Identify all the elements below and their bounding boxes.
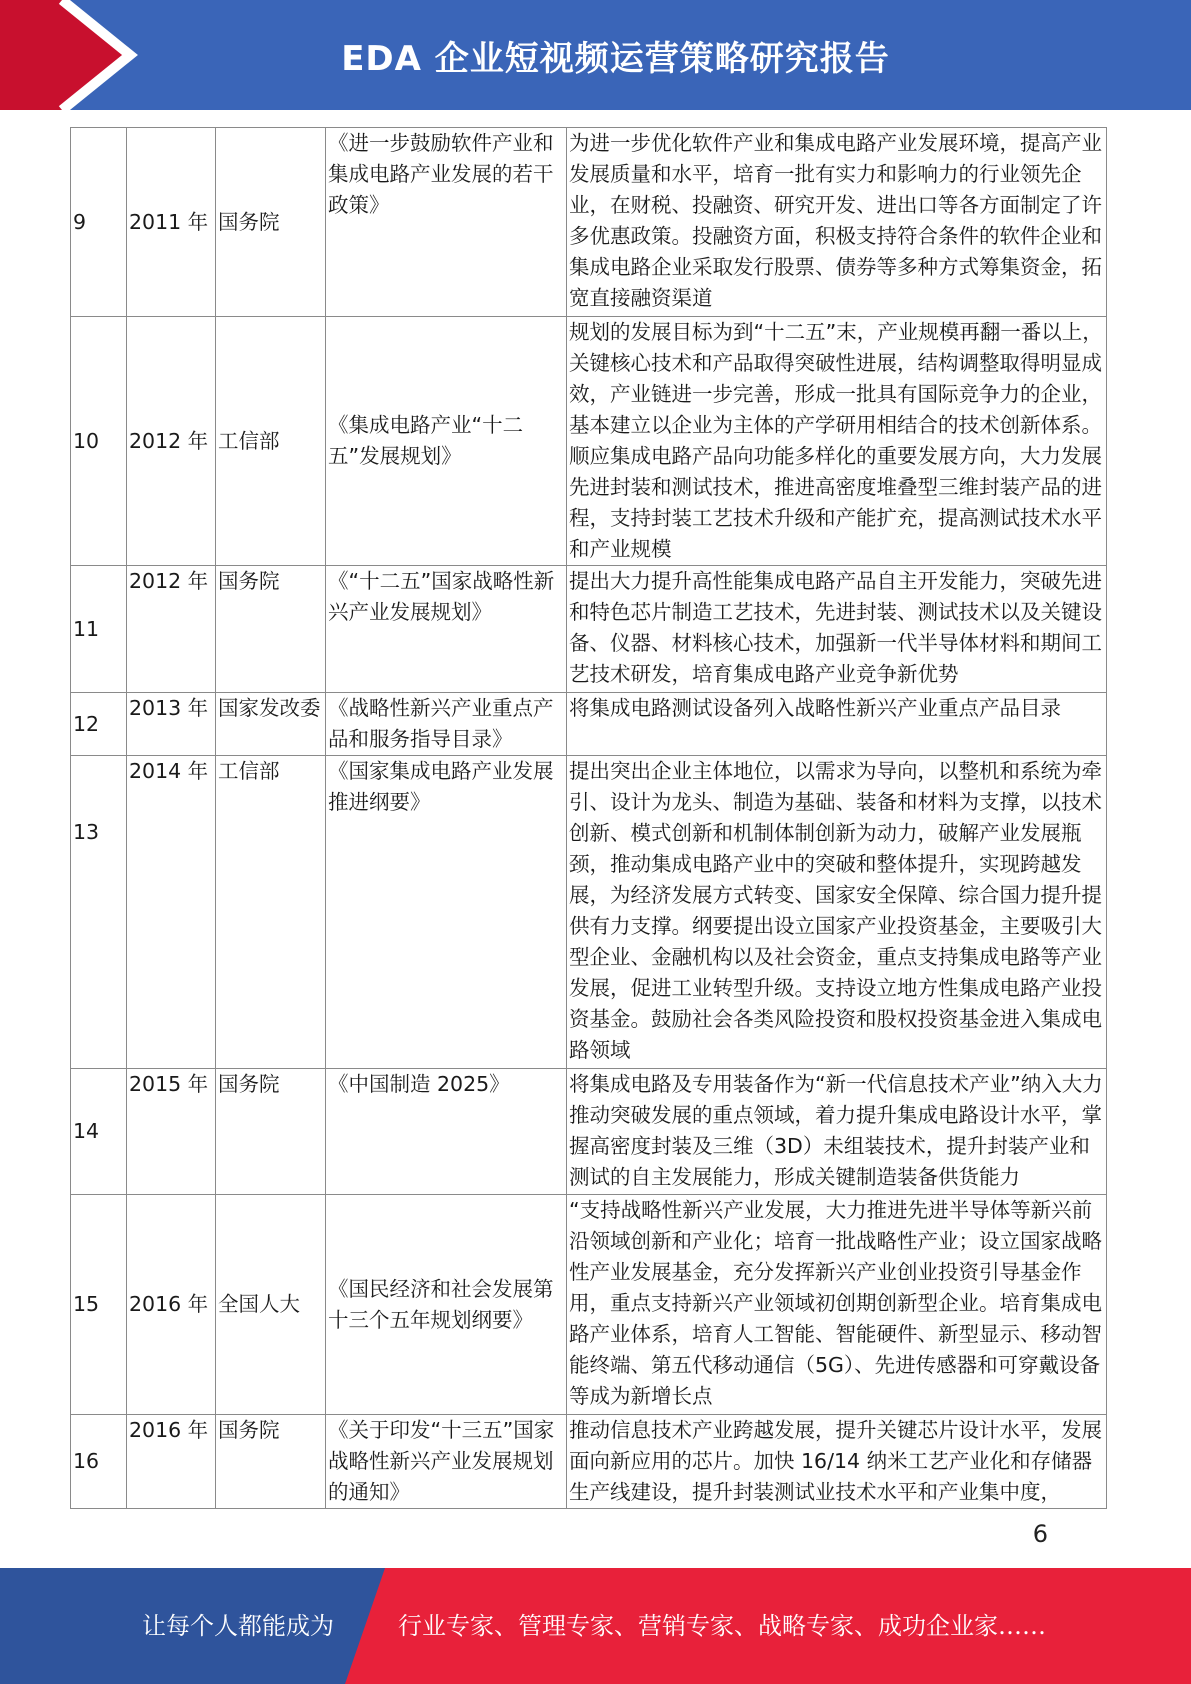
row-number: 12 — [71, 693, 127, 756]
row-document: 《进一步鼓励软件产业和集成电路产业发展的若干政策》 — [326, 128, 567, 317]
row-document: 《“十二五”国家战略性新兴产业发展规划》 — [326, 566, 567, 693]
row-year: 2016 年 — [127, 1415, 216, 1509]
row-year: 2011 年 — [127, 128, 216, 317]
footer-slogan-right: 行业专家、管理专家、营销专家、战略专家、成功企业家…… — [398, 1612, 1046, 1640]
row-issuer: 工信部 — [216, 756, 326, 1069]
page-header — [0, 0, 1191, 110]
row-issuer: 国务院 — [216, 566, 326, 693]
row-issuer: 全国人大 — [216, 1195, 326, 1415]
row-number: 13 — [71, 756, 127, 1069]
row-issuer: 国务院 — [216, 1069, 326, 1195]
row-number: 11 — [71, 566, 127, 693]
policy-table — [70, 127, 1107, 1509]
row-content: 提出突出企业主体地位，以需求为导向，以整机和系统为牵引、设计为龙头、制造为基础、装备和材料为支撑，以技术创新、模式创新和机制体制创新为动力，破解产业发展瓶颈，推动集成电路产业中的突破和整体提升，实现跨越发展，为经济发展方式转变、国家安全保障、综合国力提升提供有力支撑。纲要提出设立国家产业投资基金，主要吸引大型企业、金融机构以及社会资金，重点支持集成电路等产业发展，促进工业转型升级。支持设立地方性集成电路产业投资基金。鼓励社会各类风险投资和股权投资基金进入集成电路领域 — [567, 756, 1107, 1069]
row-number: 15 — [71, 1195, 127, 1415]
row-year: 2013 年 — [127, 693, 216, 756]
report-title: EDA 企业短视频运营策略研究报告 — [341, 38, 890, 79]
row-issuer: 国家发改委 — [216, 693, 326, 756]
table-row — [71, 1415, 1107, 1509]
footer-slogan-left: 让每个人都能成为 — [142, 1612, 334, 1640]
row-content: 为进一步优化软件产业和集成电路产业发展环境，提高产业发展质量和水平，培育一批有实力和影响力的行业领先企业，在财税、投融资、研究开发、进出口等各方面制定了许多优惠政策。投融资方面，积极支持符合条件的软件企业和集成电路企业采取发行股票、债券等多种方式筹集资金，拓宽直接融资渠道 — [567, 128, 1107, 317]
row-year: 2016 年 — [127, 1195, 216, 1415]
row-document: 《国民经济和社会发展第十三个五年规划纲要》 — [326, 1195, 567, 1415]
page-number: 6 — [1032, 1520, 1048, 1548]
row-content: 提出大力提升高性能集成电路产品自主开发能力，突破先进和特色芯片制造工艺技术，先进封装、测试技术以及关键设备、仪器、材料核心技术，加强新一代半导体材料和期间工艺技术研发，培育集成电路产业竞争新优势 — [567, 566, 1107, 693]
table-row — [71, 1069, 1107, 1195]
row-content: “支持战略性新兴产业发展，大力推进先进半导体等新兴前沿领域创新和产业化；培育一批战略性产业；设立国家战略性产业发展基金，充分发挥新兴产业创业投资引导基金作用，重点支持新兴产业领域初创期创新型企业。培育集成电路产业体系，培育人工智能、智能硬件、新型显示、移动智能终端、第五代移动通信（5G）、先进传感器和可穿戴设备等成为新增长点 — [567, 1195, 1107, 1415]
row-document: 《中国制造 2025》 — [326, 1069, 567, 1195]
header-arrow-decoration — [0, 0, 160, 110]
row-content: 推动信息技术产业跨越发展，提升关键芯片设计水平，发展面向新应用的芯片。加快 16/14 纳米工艺产业化和存储器生产线建设，提升封装测试业技术水平和产业集中度， — [567, 1415, 1107, 1509]
row-issuer: 国务院 — [216, 128, 326, 317]
row-number: 16 — [71, 1415, 127, 1509]
row-year: 2014 年 — [127, 756, 216, 1069]
row-number: 9 — [71, 128, 127, 317]
row-year: 2012 年 — [127, 566, 216, 693]
table-row — [71, 566, 1107, 693]
table-row — [71, 756, 1107, 1069]
row-number: 14 — [71, 1069, 127, 1195]
table-row — [71, 128, 1107, 317]
row-document: 《关于印发“十三五”国家战略性新兴产业发展规划的通知》 — [326, 1415, 567, 1509]
row-content: 将集成电路测试设备列入战略性新兴产业重点产品目录 — [567, 693, 1107, 756]
row-document: 《战略性新兴产业重点产品和服务指导目录》 — [326, 693, 567, 756]
row-issuer: 国务院 — [216, 1415, 326, 1509]
row-document: 《国家集成电路产业发展推进纲要》 — [326, 756, 567, 1069]
row-content: 规划的发展目标为到“十二五”末，产业规模再翻一番以上，关键核心技术和产品取得突破性进展，结构调整取得明显成效，产业链进一步完善，形成一批具有国际竞争力的企业，基本建立以企业为主体的产学研用相结合的技术创新体系。顺应集成电路产品向功能多样化的重要发展方向，大力发展先进封装和测试技术，推进高密度堆叠型三维封装产品的进程，支持封装工艺技术升级和产能扩充，提高测试技术水平和产业规模 — [567, 317, 1107, 566]
row-number: 10 — [71, 317, 127, 566]
table-row — [71, 693, 1107, 756]
row-year: 2012 年 — [127, 317, 216, 566]
row-document: 《集成电路产业“十二五”发展规划》 — [326, 317, 567, 566]
page-footer — [0, 1568, 1191, 1684]
row-content: 将集成电路及专用装备作为“新一代信息技术产业”纳入大力推动突破发展的重点领域，着力提升集成电路设计水平，掌握高密度封装及三维（3D）未组装技术，提升封装产业和测试的自主发展能力，形成关键制造装备供货能力 — [567, 1069, 1107, 1195]
table-row — [71, 1195, 1107, 1415]
row-issuer: 工信部 — [216, 317, 326, 566]
row-year: 2015 年 — [127, 1069, 216, 1195]
table-row — [71, 317, 1107, 566]
